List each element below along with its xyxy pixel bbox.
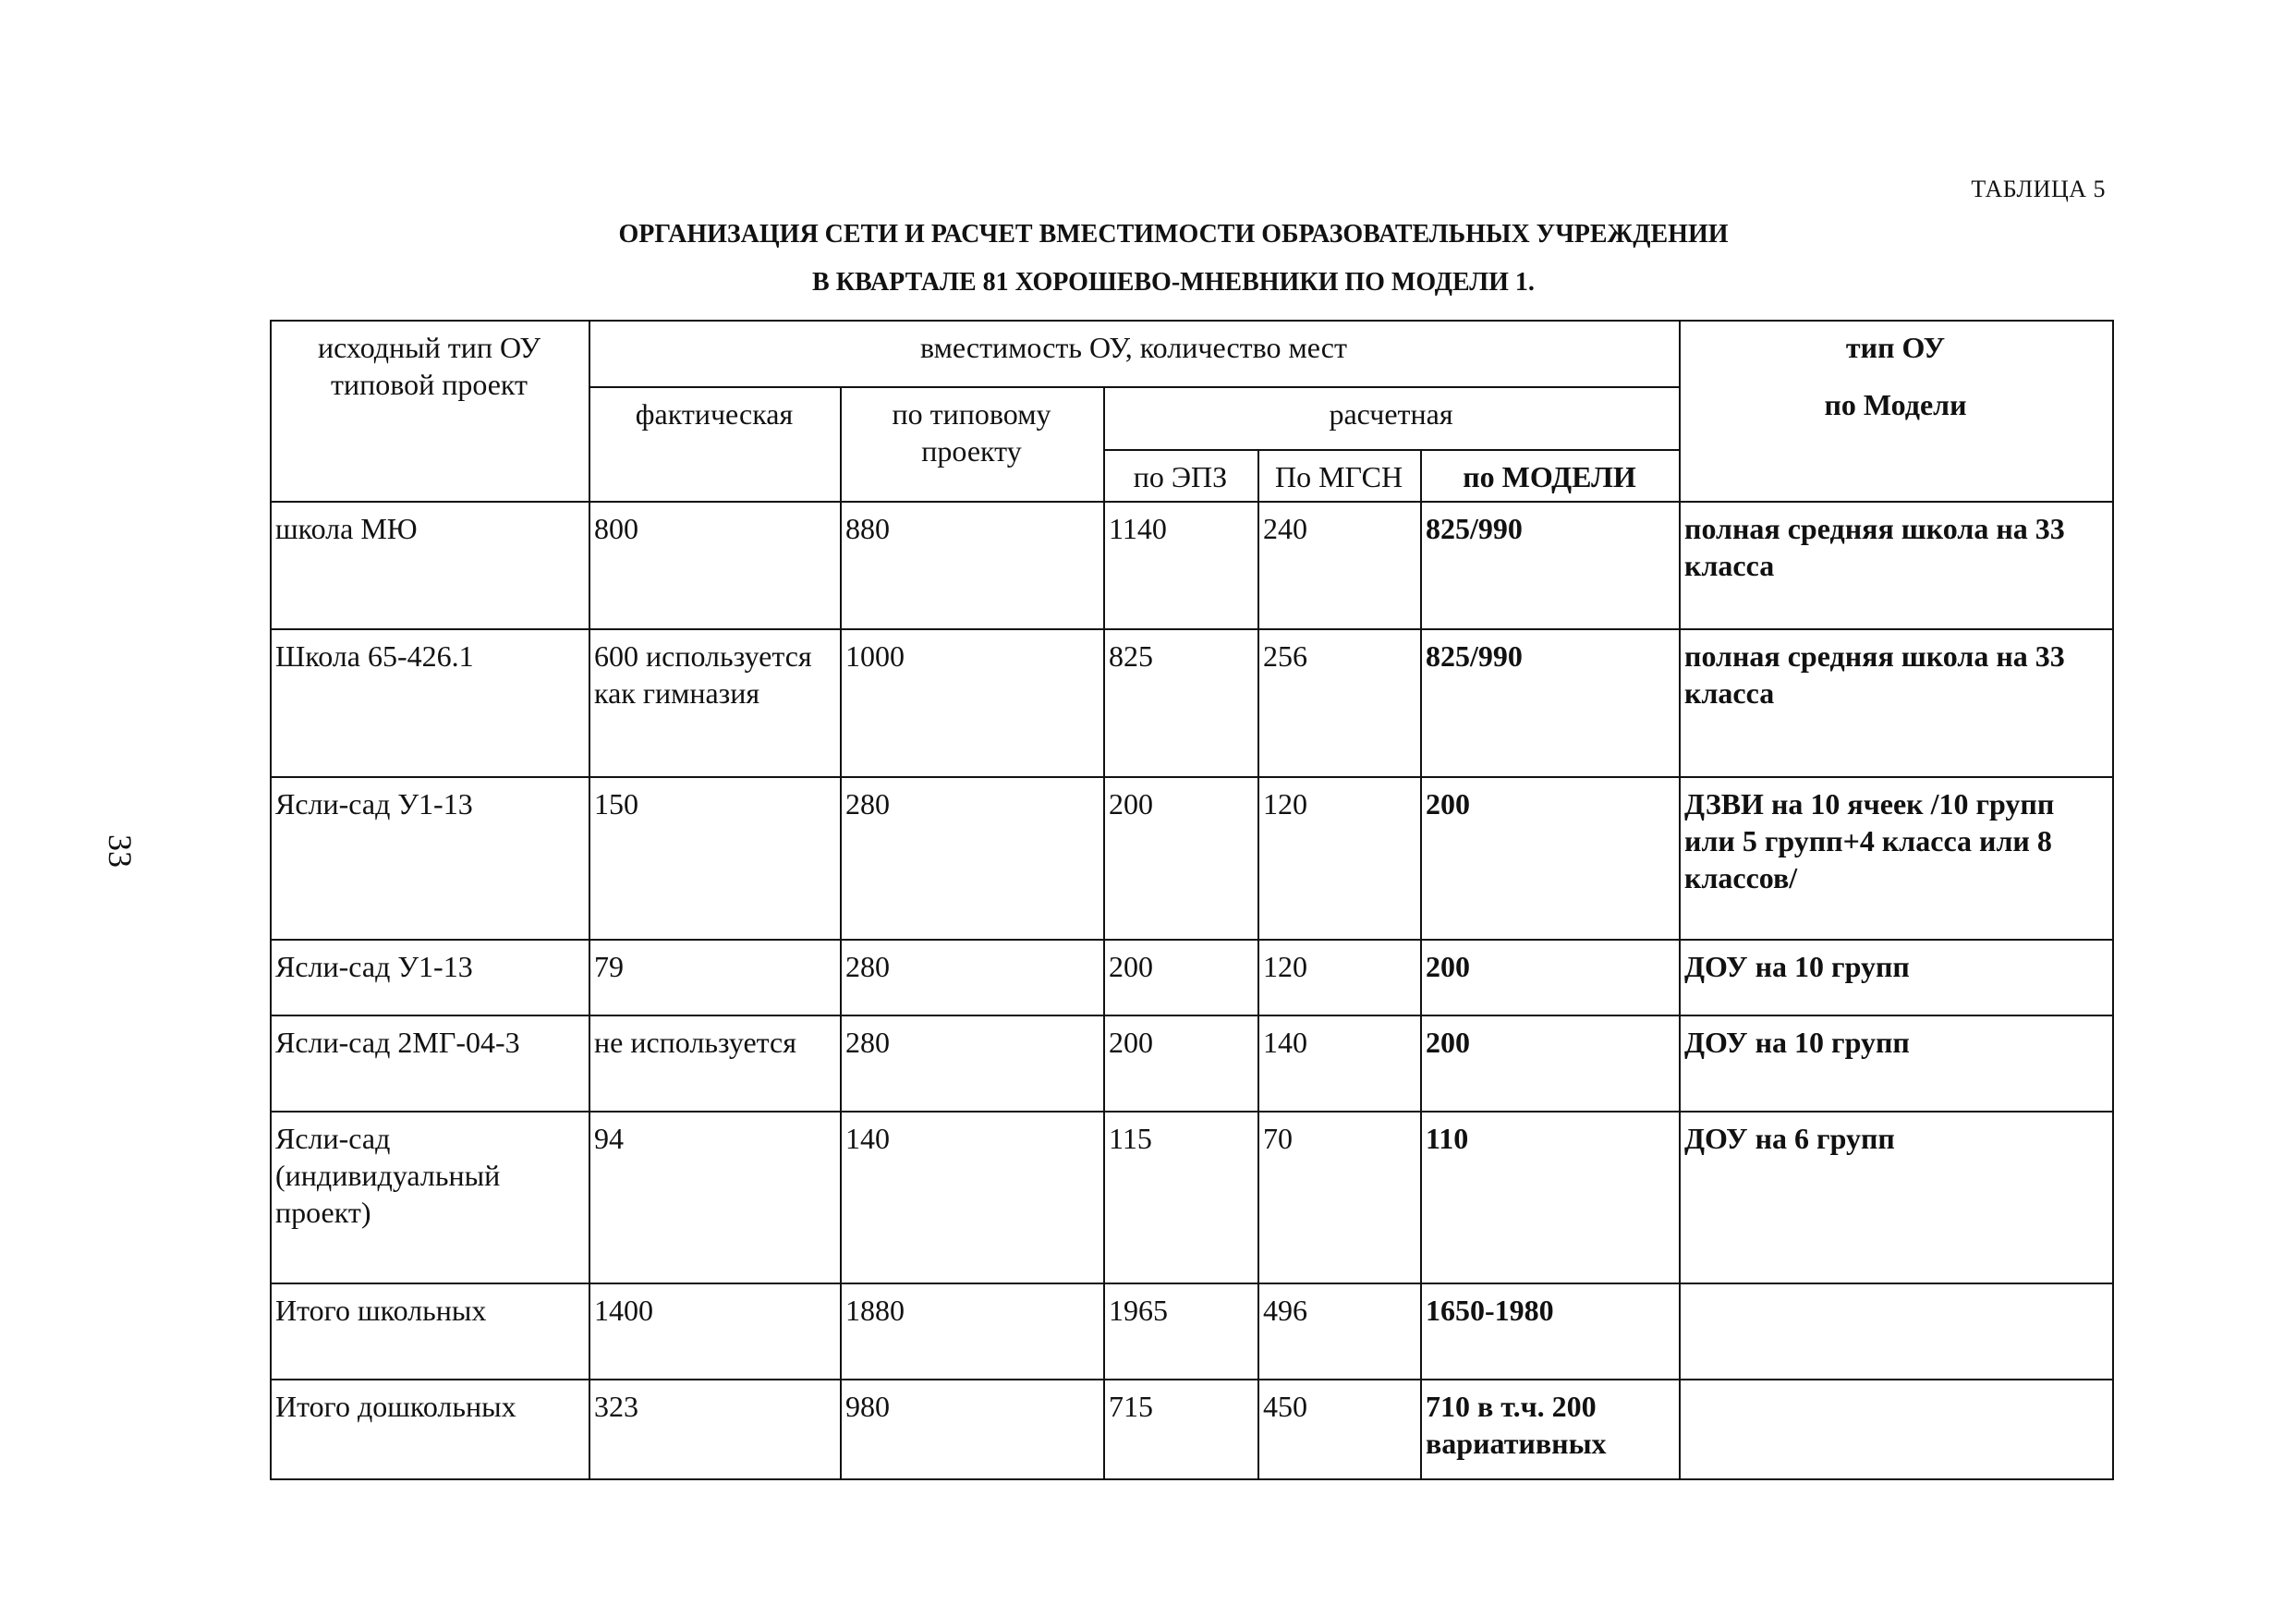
cell-by-model: 825/990 — [1421, 629, 1680, 777]
cell-actual: не используется — [589, 1015, 841, 1112]
cell-by-design: 140 — [841, 1112, 1104, 1283]
cell-source-type: Школа 65-426.1 — [271, 629, 589, 777]
cell-by-mgsn: 256 — [1258, 629, 1421, 777]
cell-by-model: 710 в т.ч. 200 вариативных — [1421, 1380, 1680, 1479]
header-by-epz: по ЭПЗ — [1104, 450, 1258, 502]
cell-by-design: 280 — [841, 940, 1104, 1015]
cell-actual: 323 — [589, 1380, 841, 1479]
cell-by-mgsn: 120 — [1258, 777, 1421, 940]
cell-model-type: ДОУ на 6 групп — [1680, 1112, 2113, 1283]
cell-model-type: ДЗВИ на 10 ячеек /10 групп или 5 групп+4 класса или 8 классов/ — [1680, 777, 2113, 940]
header-by-model: по МОДЕЛИ — [1421, 450, 1680, 502]
cell-by-epz: 115 — [1104, 1112, 1258, 1283]
table-row — [271, 1380, 2113, 1479]
cell-by-model: 200 — [1421, 1015, 1680, 1112]
cell-by-design: 1000 — [841, 629, 1104, 777]
cell-by-design: 880 — [841, 502, 1104, 629]
cell-by-epz: 1140 — [1104, 502, 1258, 629]
cell-source-type: Ясли-сад У1-13 — [271, 777, 589, 940]
table-row — [271, 1015, 2113, 1112]
cell-by-epz: 200 — [1104, 1015, 1258, 1112]
cell-model-type — [1680, 1380, 2113, 1479]
cell-by-mgsn: 70 — [1258, 1112, 1421, 1283]
header-model-type — [1680, 321, 2113, 502]
cell-model-type: полная средняя школа на 33 класса — [1680, 629, 2113, 777]
cell-by-design: 280 — [841, 777, 1104, 940]
cell-by-mgsn: 120 — [1258, 940, 1421, 1015]
cell-actual: 600 используется как гимназия — [589, 629, 841, 777]
header-by-mgsn: По МГСН — [1258, 450, 1421, 502]
table-row — [271, 629, 2113, 777]
cell-by-mgsn: 140 — [1258, 1015, 1421, 1112]
cell-actual: 1400 — [589, 1283, 841, 1380]
cell-by-epz: 825 — [1104, 629, 1258, 777]
header-model-type-line-1: тип ОУ — [1845, 331, 1946, 364]
table-row — [271, 1112, 2113, 1283]
cell-source-type: школа МЮ — [271, 502, 589, 629]
cell-by-epz: 715 — [1104, 1380, 1258, 1479]
cell-by-model: 200 — [1421, 940, 1680, 1015]
cell-source-type: Ясли-сад (индивидуальный проект) — [271, 1112, 589, 1283]
cell-by-design: 980 — [841, 1380, 1104, 1479]
cell-by-model: 1650-1980 — [1421, 1283, 1680, 1380]
header-source-type: исходный тип ОУ типовой проект — [271, 321, 589, 502]
capacity-table — [270, 320, 2114, 1480]
cell-model-type: ДОУ на 10 групп — [1680, 1015, 2113, 1112]
cell-by-model: 110 — [1421, 1112, 1680, 1283]
document-title-line-2: В КВАРТАЛЕ 81 ХОРОШЕВО-МНЕВНИКИ ПО МОДЕЛИ 1. — [812, 268, 1535, 297]
page-number: 33 — [102, 834, 139, 868]
cell-by-epz: 200 — [1104, 940, 1258, 1015]
cell-actual: 800 — [589, 502, 841, 629]
cell-by-model: 200 — [1421, 777, 1680, 940]
table-label: ТАБЛИЦА 5 — [1971, 176, 2106, 202]
table-row — [271, 777, 2113, 940]
cell-source-type: Итого дошкольных — [271, 1380, 589, 1479]
cell-source-type: Ясли-сад У1-13 — [271, 940, 589, 1015]
cell-by-mgsn: 496 — [1258, 1283, 1421, 1380]
cell-model-type: ДОУ на 10 групп — [1680, 940, 2113, 1015]
cell-actual: 150 — [589, 777, 841, 940]
header-calculated: расчетная — [1104, 387, 1680, 450]
cell-by-mgsn: 240 — [1258, 502, 1421, 629]
header-row-1 — [271, 321, 2113, 387]
cell-by-model: 825/990 — [1421, 502, 1680, 629]
cell-by-epz: 1965 — [1104, 1283, 1258, 1380]
cell-by-mgsn: 450 — [1258, 1380, 1421, 1479]
header-model-type-line-2: по Модели — [1824, 388, 1967, 421]
cell-model-type — [1680, 1283, 2113, 1380]
header-actual: фактическая — [589, 387, 841, 502]
cell-actual: 79 — [589, 940, 841, 1015]
table-row — [271, 940, 2113, 1015]
cell-by-design: 280 — [841, 1015, 1104, 1112]
cell-model-type: полная средняя школа на 33 класса — [1680, 502, 2113, 629]
document-title-line-1: ОРГАНИЗАЦИЯ СЕТИ И РАСЧЕТ ВМЕСТИМОСТИ ОБРАЗОВАТЕЛЬНЫХ УЧРЕЖДЕНИИ — [618, 220, 1729, 249]
cell-by-design: 1880 — [841, 1283, 1104, 1380]
cell-source-type: Итого школьных — [271, 1283, 589, 1380]
table-row — [271, 502, 2113, 629]
cell-actual: 94 — [589, 1112, 841, 1283]
header-capacity: вместимость ОУ, количество мест — [589, 321, 1680, 387]
cell-by-epz: 200 — [1104, 777, 1258, 940]
cell-source-type: Ясли-сад 2МГ-04-3 — [271, 1015, 589, 1112]
table-row — [271, 1283, 2113, 1380]
header-by-design: по типовому проекту — [841, 387, 1104, 502]
